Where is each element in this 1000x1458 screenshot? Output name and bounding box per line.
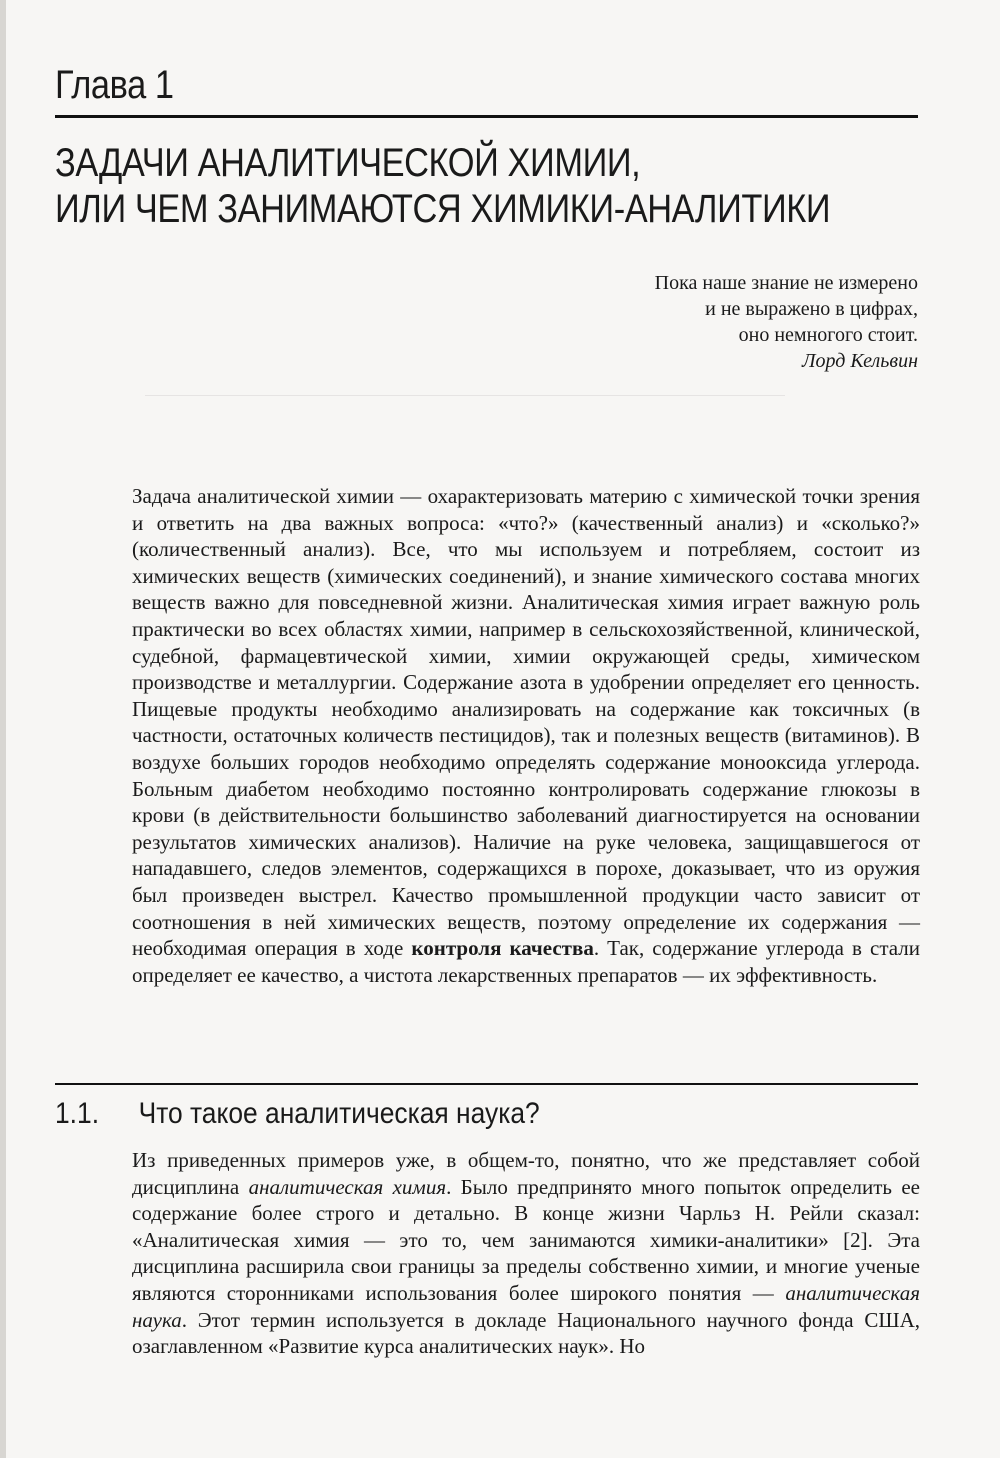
term-analytical-chemistry: аналитическая химия: [248, 1174, 447, 1199]
section-number: 1.1.: [55, 1097, 100, 1130]
section-text-3: . Этот термин используется в докладе Национального научного фонда США, озаглавленном «Развитие курса аналитических наук». Но: [132, 1307, 920, 1359]
section-title: Что такое аналитическая наука?: [138, 1097, 540, 1130]
epigraph-author: Лорд Кельвин: [802, 350, 918, 372]
epigraph-line-1: Пока наше знание не измерено: [654, 272, 918, 294]
show-through-decoration: [145, 395, 785, 466]
term-analytical-science: аналитическая наука: [132, 1280, 920, 1332]
epigraph-line-2: и не выражено в цифрах,: [705, 298, 918, 320]
quality-control-term: контроля качества: [411, 936, 594, 961]
epigraph: [655, 270, 918, 374]
epigraph-line-3: оно немногого стоит.: [738, 324, 918, 346]
chapter-rule: [55, 115, 918, 118]
chapter-label: Глава 1: [55, 63, 174, 107]
chapter-title: [55, 140, 898, 232]
intro-paragraph: [132, 483, 920, 988]
section-rule: [55, 1083, 918, 1085]
section-text-2: . Было предпринято много попыток определить ее содержание более строго и детально. В конце жизни Чарльз Н. Рейли сказал: «Аналитическая химия — это то, чем занимаются химики-аналитики» [2]. Эта дисциплина расширила свои границы за пределы собственно химии, и многие ученые являются сторонниками использования более широкого понятия —: [132, 1174, 920, 1305]
section-heading: [55, 1097, 540, 1131]
section-paragraph: [132, 1147, 920, 1360]
intro-text-1: Задача аналитической химии — охарактеризовать материю с химической точки зрения и ответить на два важных вопроса: «что?» (качественный анализ) и «сколько?» (количественный анализ). Все, что мы используем и потребляем, состоит из химических веществ (химических соединений), и знание химического состава многих веществ важно для повседневной жизни. Аналитическая химия играет важную роль практически во всех областях химии, например в сельскохозяйственной, клинической, судебной, фармацевтической химии, химии окружающей среды, химическом производстве и металлургии. Содержание азота в удобрении определяет его ценность. Пищевые продукты необходимо анализировать на содержание как токсичных (в частности, остаточных количеств пестицидов), так и полезных веществ (витаминов). В воздухе больших городов необходимо определять содержание монооксида углерода. Больным диабетом необходимо постоянно контролировать содержание глюкозы в крови (в действительности большинство заболеваний диагностируется на основании результатов химических анализов). Наличие на руке человека, защищавшегося от нападавшего, следов элементов, содержащихся в порохе, доказывает, что из оружия был произведен выстрел. Качество промышленной продукции часто зависит от соотношения в ней химических веществ, поэтому определение их содержания — необходимая операция в ходе: [132, 484, 920, 961]
intro-text-2: . Так, содержание углерода в стали определяет ее качество, а чистота лекарственных препаратов — их эффективность.: [132, 936, 920, 987]
section-text-1: Из приведенных примеров уже, в общем-то, понятно, что же представляет собой дисциплина: [132, 1148, 920, 1199]
chapter-title-line-1: ЗАДАЧИ АНАЛИТИЧЕСКОЙ ХИМИИ,: [55, 141, 641, 185]
chapter-title-line-2: ИЛИ ЧЕМ ЗАНИМАЮТСЯ ХИМИКИ-АНАЛИТИКИ: [55, 187, 831, 231]
page-edge-shadow: [0, 0, 6, 1458]
